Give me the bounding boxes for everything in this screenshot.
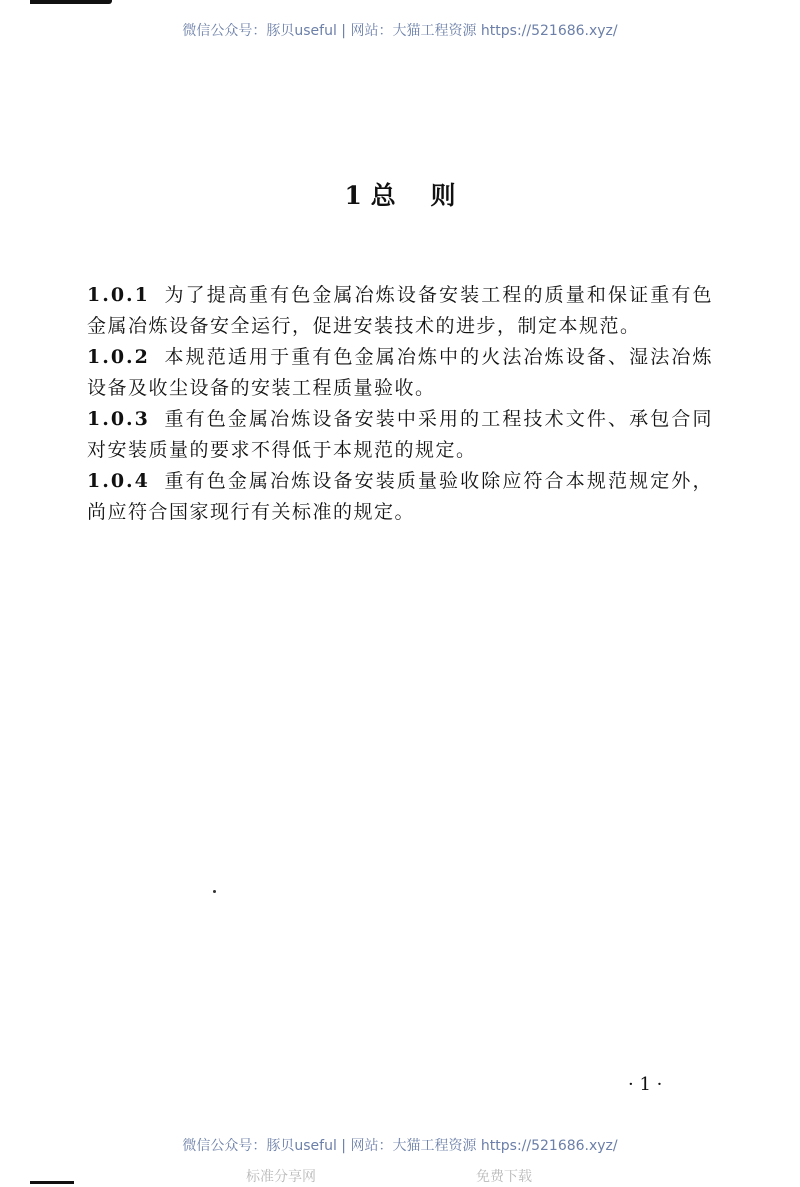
clause-number: 1.0.4 <box>87 470 150 492</box>
watermark-footer-right: 免费下载 <box>476 1169 532 1185</box>
clause-1-0-2 <box>87 342 713 404</box>
clause-1-0-3 <box>87 404 713 466</box>
clause-number: 1.0.3 <box>87 408 150 430</box>
clause-number: 1.0.1 <box>87 284 150 306</box>
scan-edge-mark-top <box>30 0 112 4</box>
watermark-top: 微信公众号：豚贝useful | 网站：大猫工程资源 https://521686.xyz/ <box>182 23 618 39</box>
clause-number: 1.0.2 <box>87 346 150 368</box>
watermark-footer-left: 标准分享网 <box>246 1169 316 1185</box>
clause-text: 重有色金属冶炼设备安装质量验收除应符合本规范规定外，尚应符合国家现行有关标准的规定。 <box>87 470 713 523</box>
clause-text: 本规范适用于重有色金属冶炼中的火法冶炼设备、湿法冶炼设备及收尘设备的安装工程质量验收。 <box>87 346 713 399</box>
clause-text: 重有色金属冶炼设备安装中采用的工程技术文件、承包合同对安装质量的要求不得低于本规范的规定。 <box>87 408 713 461</box>
scan-speck <box>213 890 216 893</box>
clause-list <box>87 280 713 528</box>
watermark-bottom: 微信公众号：豚贝useful | 网站：大猫工程资源 https://521686.xyz/ <box>182 1138 618 1154</box>
page-number: · 1 · <box>628 1074 663 1095</box>
clause-1-0-1 <box>87 280 713 342</box>
scan-edge-mark-bottom <box>30 1181 74 1184</box>
clause-text: 为了提高重有色金属冶炼设备安装工程的质量和保证重有色金属冶炼设备安全运行，促进安装技术的进步，制定本规范。 <box>87 284 713 337</box>
clause-1-0-4 <box>87 466 713 528</box>
chapter-title: 1 总 则 <box>344 181 456 210</box>
